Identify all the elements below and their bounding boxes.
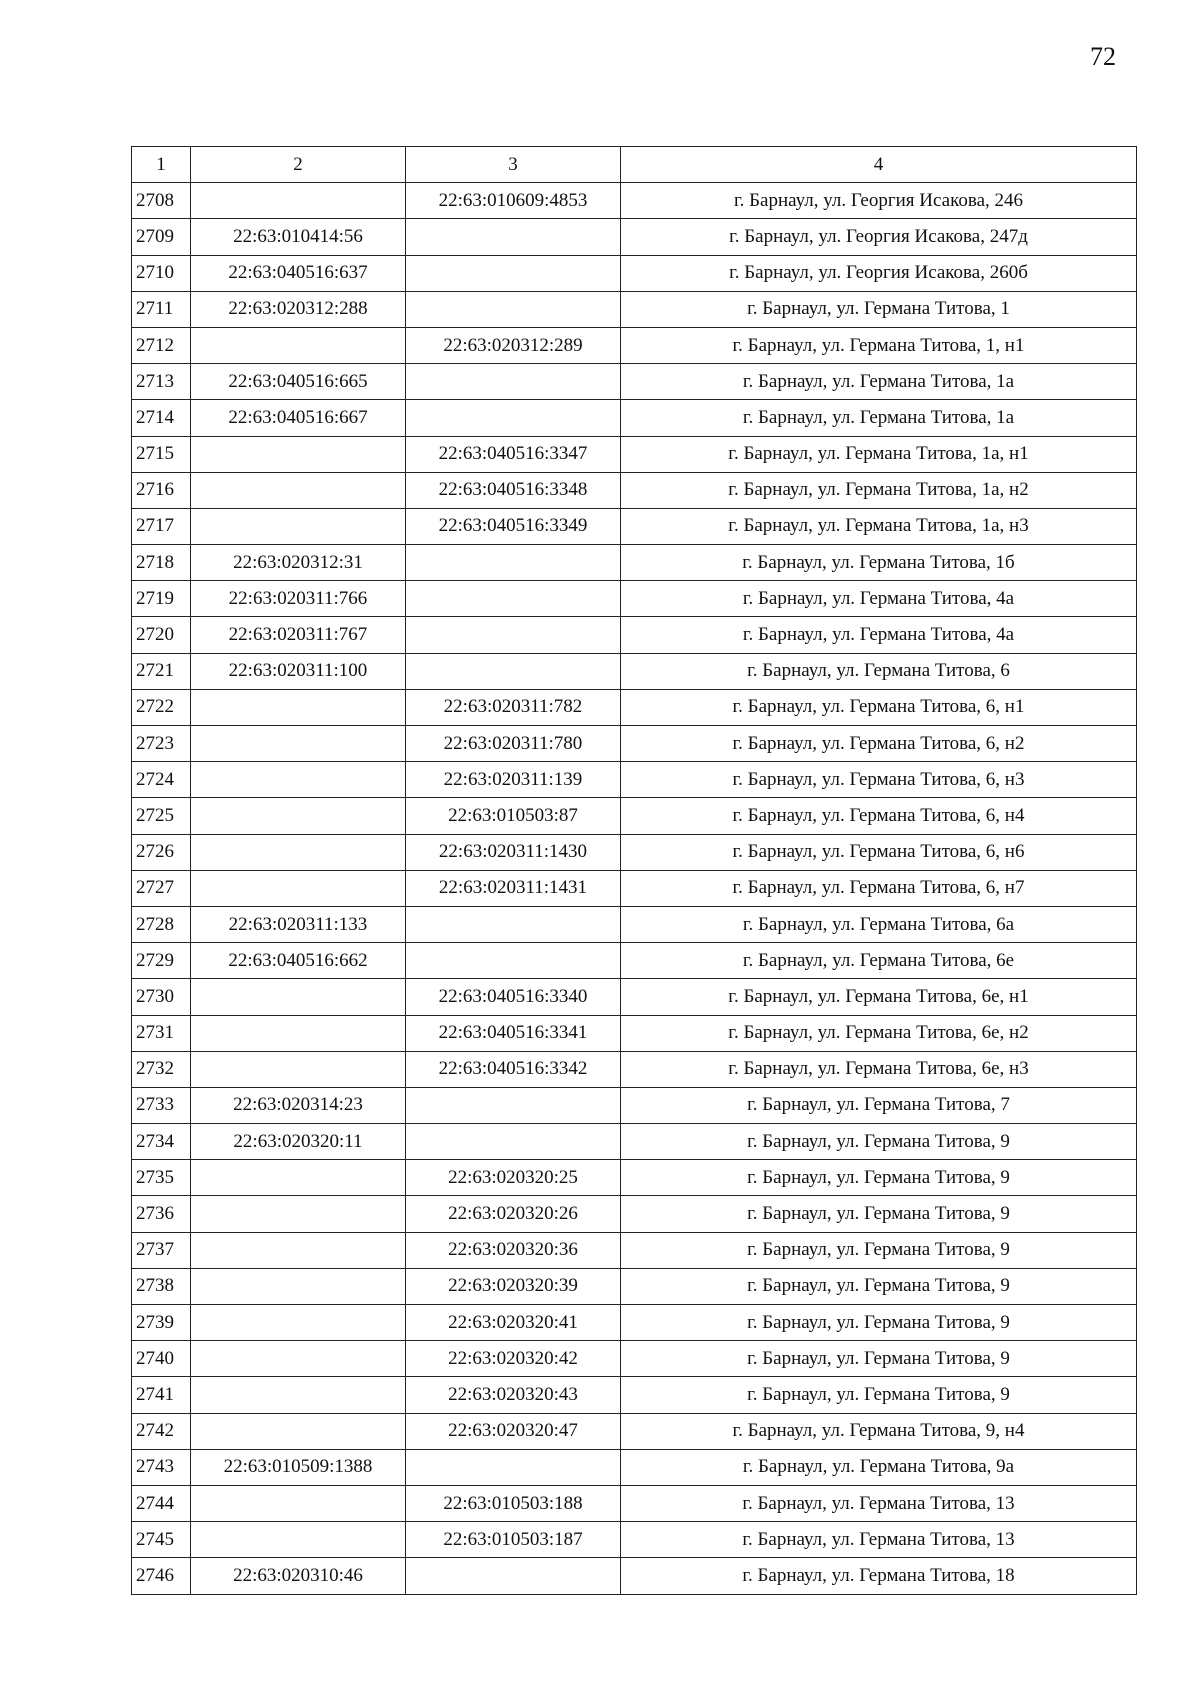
cadastral-number-building-cell: 22:63:020320:39 [406,1268,621,1304]
table-row [132,1124,1137,1160]
address-cell: г. Барнаул, ул. Германа Титова, 13 [621,1522,1137,1558]
address-cell: г. Барнаул, ул. Германа Титова, 1а [621,400,1137,436]
address-cell: г. Барнаул, ул. Германа Титова, 6е [621,943,1137,979]
header-cell-col-3: 3 [406,147,621,183]
table-row [132,508,1137,544]
cadastral-number-building-cell: 22:63:020320:47 [406,1413,621,1449]
address-cell: г. Барнаул, ул. Германа Титова, 6е, н3 [621,1051,1137,1087]
address-cell: г. Барнаул, ул. Германа Титова, 9 [621,1232,1137,1268]
row-number-cell: 2721 [132,653,191,689]
row-number-cell: 2738 [132,1268,191,1304]
row-number-cell: 2712 [132,327,191,363]
cadastral-number-land-cell: 22:63:020311:133 [191,906,406,942]
cadastral-number-building-cell [406,545,621,581]
cadastral-number-building-cell: 22:63:020311:780 [406,726,621,762]
cadastral-number-land-cell [191,689,406,725]
row-number-cell: 2742 [132,1413,191,1449]
row-number-cell: 2726 [132,834,191,870]
cadastral-number-building-cell [406,1124,621,1160]
table-header-row [132,147,1137,183]
cadastral-number-land-cell: 22:63:020311:767 [191,617,406,653]
cadastral-number-building-cell [406,943,621,979]
table-row [132,545,1137,581]
row-number-cell: 2713 [132,364,191,400]
address-cell: г. Барнаул, ул. Германа Титова, 9 [621,1196,1137,1232]
cadastral-number-building-cell [406,364,621,400]
address-cell: г. Барнаул, ул. Германа Титова, 4а [621,617,1137,653]
table-row [132,798,1137,834]
row-number-cell: 2717 [132,508,191,544]
address-cell: г. Барнаул, ул. Германа Титова, 1а, н3 [621,508,1137,544]
cadastral-number-building-cell: 22:63:040516:3341 [406,1015,621,1051]
cadastral-number-land-cell [191,1413,406,1449]
table-row [132,1449,1137,1485]
table-row [132,1522,1137,1558]
row-number-cell: 2735 [132,1160,191,1196]
row-number-cell: 2730 [132,979,191,1015]
cadastral-number-land-cell: 22:63:020320:11 [191,1124,406,1160]
cadastral-number-land-cell [191,870,406,906]
address-cell: г. Барнаул, ул. Германа Титова, 9 [621,1377,1137,1413]
row-number-cell: 2724 [132,762,191,798]
row-number-cell: 2746 [132,1558,191,1594]
header-cell-col-2: 2 [191,147,406,183]
cadastral-number-building-cell [406,1449,621,1485]
row-number-cell: 2708 [132,183,191,219]
cadastral-number-land-cell: 22:63:010509:1388 [191,1449,406,1485]
address-cell: г. Барнаул, ул. Германа Титова, 9, н4 [621,1413,1137,1449]
address-cell: г. Барнаул, ул. Германа Титова, 6е, н1 [621,979,1137,1015]
cadastral-number-land-cell [191,1341,406,1377]
cadastral-number-building-cell: 22:63:040516:3347 [406,436,621,472]
cadastral-number-building-cell: 22:63:020320:41 [406,1305,621,1341]
table-row [132,943,1137,979]
cadastral-number-land-cell [191,436,406,472]
cadastral-number-building-cell: 22:63:040516:3342 [406,1051,621,1087]
table-row [132,1558,1137,1594]
table-row [132,906,1137,942]
row-number-cell: 2729 [132,943,191,979]
registry-table [131,146,1137,1595]
cadastral-number-building-cell: 22:63:020311:139 [406,762,621,798]
cadastral-number-land-cell [191,979,406,1015]
address-cell: г. Барнаул, ул. Германа Титова, 1а, н1 [621,436,1137,472]
cadastral-number-land-cell [191,508,406,544]
table-row [132,617,1137,653]
header-cell-col-1: 1 [132,147,191,183]
cadastral-number-building-cell: 22:63:020311:782 [406,689,621,725]
cadastral-number-land-cell [191,472,406,508]
table-row [132,472,1137,508]
cadastral-number-land-cell: 22:63:040516:637 [191,255,406,291]
cadastral-number-land-cell [191,183,406,219]
cadastral-number-building-cell: 22:63:020311:1431 [406,870,621,906]
row-number-cell: 2711 [132,291,191,327]
address-cell: г. Барнаул, ул. Германа Титова, 4а [621,581,1137,617]
cadastral-number-building-cell [406,617,621,653]
cadastral-number-land-cell [191,1232,406,1268]
address-cell: г. Барнаул, ул. Германа Титова, 6, н3 [621,762,1137,798]
cadastral-number-land-cell [191,1522,406,1558]
cadastral-number-building-cell [406,400,621,436]
address-cell: г. Барнаул, ул. Георгия Исакова, 246 [621,183,1137,219]
cadastral-number-land-cell [191,762,406,798]
row-number-cell: 2739 [132,1305,191,1341]
cadastral-number-building-cell: 22:63:020320:26 [406,1196,621,1232]
table-row [132,726,1137,762]
cadastral-number-land-cell [191,1160,406,1196]
address-cell: г. Барнаул, ул. Германа Титова, 13 [621,1485,1137,1521]
row-number-cell: 2743 [132,1449,191,1485]
address-cell: г. Барнаул, ул. Германа Титова, 1 [621,291,1137,327]
row-number-cell: 2731 [132,1015,191,1051]
table-row [132,364,1137,400]
page-number: 72 [1090,42,1116,71]
cadastral-number-building-cell: 22:63:010503:187 [406,1522,621,1558]
table-row [132,1087,1137,1123]
row-number-cell: 2741 [132,1377,191,1413]
cadastral-number-land-cell: 22:63:040516:662 [191,943,406,979]
address-cell: г. Барнаул, ул. Германа Титова, 6 [621,653,1137,689]
address-cell: г. Барнаул, ул. Германа Титова, 18 [621,1558,1137,1594]
row-number-cell: 2725 [132,798,191,834]
row-number-cell: 2710 [132,255,191,291]
cadastral-number-building-cell: 22:63:040516:3340 [406,979,621,1015]
table-row [132,1305,1137,1341]
cadastral-number-building-cell [406,1558,621,1594]
cadastral-number-land-cell: 22:63:020311:766 [191,581,406,617]
address-cell: г. Барнаул, ул. Германа Титова, 6е, н2 [621,1015,1137,1051]
table-row [132,436,1137,472]
address-cell: г. Барнаул, ул. Германа Титова, 6, н1 [621,689,1137,725]
cadastral-number-land-cell: 22:63:020311:100 [191,653,406,689]
row-number-cell: 2745 [132,1522,191,1558]
cadastral-number-building-cell [406,1087,621,1123]
cadastral-number-land-cell [191,1485,406,1521]
row-number-cell: 2740 [132,1341,191,1377]
cadastral-number-building-cell: 22:63:020320:42 [406,1341,621,1377]
address-cell: г. Барнаул, ул. Германа Титова, 7 [621,1087,1137,1123]
table-row [132,834,1137,870]
registry-table-body [132,147,1137,1595]
address-cell: г. Барнаул, ул. Германа Титова, 1а, н2 [621,472,1137,508]
address-cell: г. Барнаул, ул. Германа Титова, 6, н4 [621,798,1137,834]
address-cell: г. Барнаул, ул. Германа Титова, 1а [621,364,1137,400]
row-number-cell: 2744 [132,1485,191,1521]
cadastral-number-land-cell [191,1051,406,1087]
cadastral-number-building-cell [406,653,621,689]
cadastral-number-building-cell [406,581,621,617]
address-cell: г. Барнаул, ул. Германа Титова, 9 [621,1268,1137,1304]
cadastral-number-land-cell: 22:63:020314:23 [191,1087,406,1123]
row-number-cell: 2715 [132,436,191,472]
cadastral-number-land-cell: 22:63:020312:31 [191,545,406,581]
cadastral-number-land-cell: 22:63:040516:665 [191,364,406,400]
cadastral-number-building-cell [406,255,621,291]
table-row [132,1268,1137,1304]
cadastral-number-land-cell [191,798,406,834]
row-number-cell: 2714 [132,400,191,436]
cadastral-number-land-cell [191,1305,406,1341]
address-cell: г. Барнаул, ул. Германа Титова, 6, н2 [621,726,1137,762]
row-number-cell: 2728 [132,906,191,942]
cadastral-number-land-cell [191,1377,406,1413]
cadastral-number-building-cell: 22:63:020311:1430 [406,834,621,870]
row-number-cell: 2727 [132,870,191,906]
cadastral-number-building-cell: 22:63:020320:36 [406,1232,621,1268]
table-row [132,653,1137,689]
cadastral-number-land-cell [191,1196,406,1232]
row-number-cell: 2734 [132,1124,191,1160]
table-row [132,1051,1137,1087]
cadastral-number-land-cell: 22:63:020312:288 [191,291,406,327]
row-number-cell: 2736 [132,1196,191,1232]
cadastral-number-building-cell: 22:63:040516:3349 [406,508,621,544]
table-row [132,1160,1137,1196]
cadastral-number-land-cell [191,726,406,762]
cadastral-number-land-cell [191,327,406,363]
table-row [132,870,1137,906]
cadastral-number-building-cell [406,906,621,942]
row-number-cell: 2719 [132,581,191,617]
table-row [132,1413,1137,1449]
address-cell: г. Барнаул, ул. Германа Титова, 9 [621,1160,1137,1196]
row-number-cell: 2720 [132,617,191,653]
table-row [132,762,1137,798]
address-cell: г. Барнаул, ул. Германа Титова, 6, н6 [621,834,1137,870]
table-row [132,1015,1137,1051]
row-number-cell: 2732 [132,1051,191,1087]
row-number-cell: 2716 [132,472,191,508]
table-row [132,400,1137,436]
cadastral-number-land-cell [191,1015,406,1051]
row-number-cell: 2718 [132,545,191,581]
row-number-cell: 2733 [132,1087,191,1123]
cadastral-number-land-cell: 22:63:020310:46 [191,1558,406,1594]
header-cell-col-4: 4 [621,147,1137,183]
address-cell: г. Барнаул, ул. Германа Титова, 9а [621,1449,1137,1485]
table-row [132,291,1137,327]
cadastral-number-land-cell [191,834,406,870]
cadastral-number-land-cell [191,1268,406,1304]
address-cell: г. Барнаул, ул. Георгия Исакова, 247д [621,219,1137,255]
table-row [132,581,1137,617]
cadastral-number-land-cell: 22:63:010414:56 [191,219,406,255]
cadastral-number-building-cell [406,291,621,327]
address-cell: г. Барнаул, ул. Германа Титова, 9 [621,1124,1137,1160]
row-number-cell: 2737 [132,1232,191,1268]
row-number-cell: 2709 [132,219,191,255]
table-row [132,1232,1137,1268]
cadastral-number-building-cell: 22:63:020320:43 [406,1377,621,1413]
cadastral-number-building-cell: 22:63:010503:188 [406,1485,621,1521]
cadastral-number-building-cell [406,219,621,255]
table-row [132,219,1137,255]
cadastral-number-building-cell: 22:63:010503:87 [406,798,621,834]
cadastral-number-building-cell: 22:63:020312:289 [406,327,621,363]
address-cell: г. Барнаул, ул. Георгия Исакова, 260б [621,255,1137,291]
address-cell: г. Барнаул, ул. Германа Титова, 1, н1 [621,327,1137,363]
table-row [132,1377,1137,1413]
cadastral-number-building-cell: 22:63:020320:25 [406,1160,621,1196]
table-row [132,327,1137,363]
address-cell: г. Барнаул, ул. Германа Титова, 9 [621,1305,1137,1341]
table-row [132,1485,1137,1521]
row-number-cell: 2723 [132,726,191,762]
address-cell: г. Барнаул, ул. Германа Титова, 6, н7 [621,870,1137,906]
table-row [132,255,1137,291]
table-row [132,979,1137,1015]
address-cell: г. Барнаул, ул. Германа Титова, 9 [621,1341,1137,1377]
table-row [132,183,1137,219]
row-number-cell: 2722 [132,689,191,725]
table-row [132,1196,1137,1232]
cadastral-number-land-cell: 22:63:040516:667 [191,400,406,436]
address-cell: г. Барнаул, ул. Германа Титова, 1б [621,545,1137,581]
table-row [132,1341,1137,1377]
cadastral-number-building-cell: 22:63:040516:3348 [406,472,621,508]
address-cell: г. Барнаул, ул. Германа Титова, 6а [621,906,1137,942]
table-row [132,689,1137,725]
cadastral-number-building-cell: 22:63:010609:4853 [406,183,621,219]
